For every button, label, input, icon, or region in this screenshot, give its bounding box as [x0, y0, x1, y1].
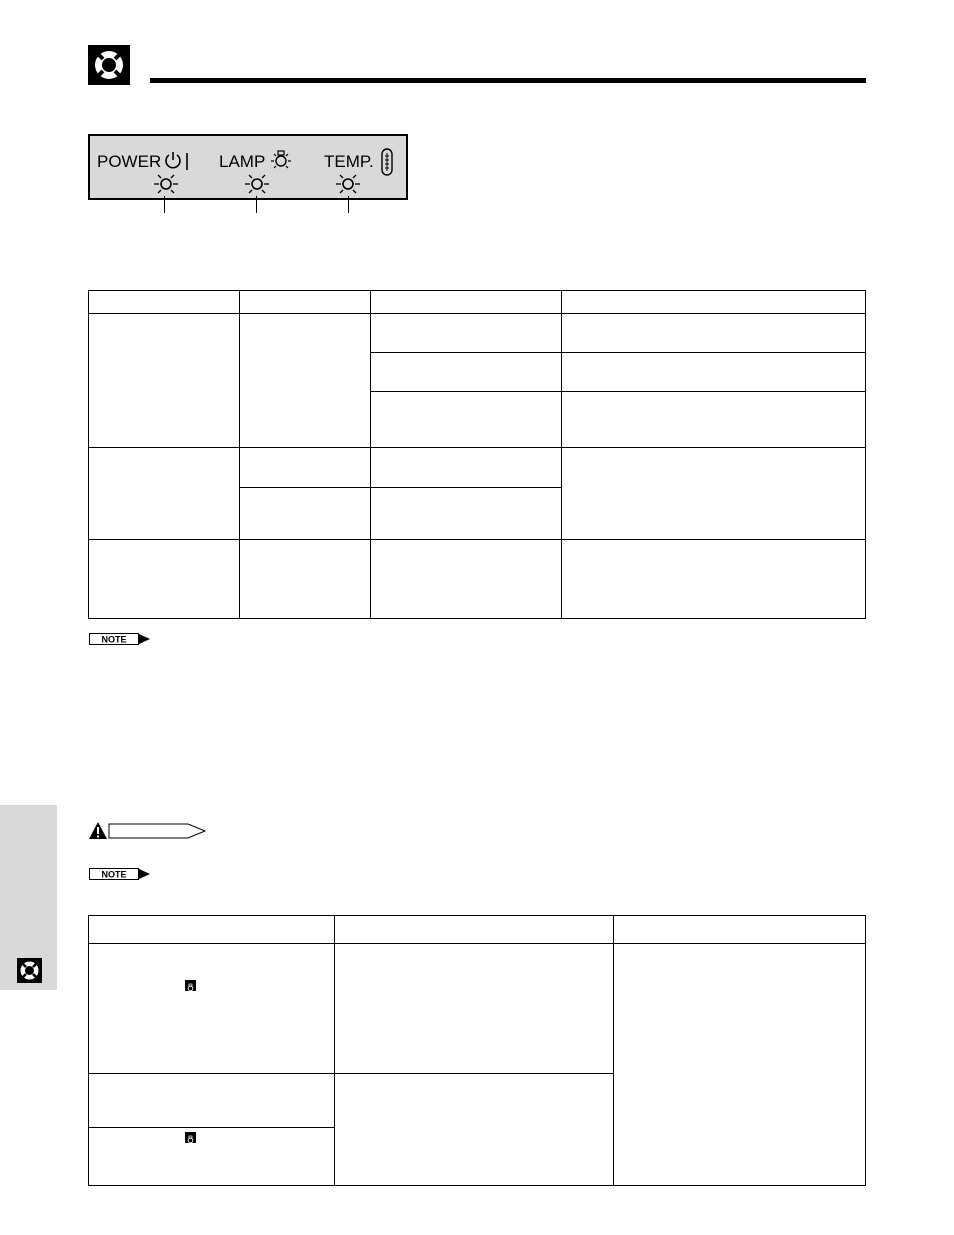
power-led-icon — [151, 172, 181, 201]
lifebuoy-icon — [17, 958, 42, 983]
header-rule — [150, 78, 866, 83]
svg-text:NOTE: NOTE — [101, 634, 127, 645]
svg-text:NOTE: NOTE — [101, 869, 127, 880]
power-label: POWER — [97, 152, 162, 171]
table-col-divider — [561, 291, 562, 618]
note-badge-icon — [89, 632, 151, 644]
temp-label: TEMP. — [324, 152, 374, 171]
table-col-divider — [370, 291, 371, 618]
indicator-table — [88, 290, 866, 619]
temp-callout-line — [348, 196, 349, 213]
lamp-table — [88, 915, 866, 1186]
lifebuoy-icon — [88, 45, 130, 85]
lamp-led-icon — [242, 172, 272, 201]
table-row-divider — [370, 352, 865, 353]
table-row-divider — [89, 539, 865, 540]
table-row-divider — [370, 391, 865, 392]
table-row-divider — [89, 1127, 334, 1128]
table-row-divider — [89, 1073, 613, 1074]
lamp-label: LAMP — [219, 152, 266, 171]
lamp-callout-line — [256, 196, 257, 213]
table-row-divider — [89, 943, 865, 944]
warning-triangle-icon — [88, 821, 208, 846]
thermometer-icon — [380, 148, 394, 181]
table-col-divider — [239, 291, 240, 618]
lamp-small-icon — [185, 980, 196, 991]
note-badge-icon — [89, 867, 151, 879]
table-col-divider — [613, 916, 614, 1185]
power-callout-line — [164, 196, 165, 213]
indicator-panel — [88, 134, 408, 200]
lamp-small-icon — [185, 1132, 196, 1143]
table-row-divider — [89, 313, 865, 314]
table-col-divider — [334, 916, 335, 1185]
table-row-divider — [239, 487, 561, 488]
table-row-divider — [89, 447, 865, 448]
